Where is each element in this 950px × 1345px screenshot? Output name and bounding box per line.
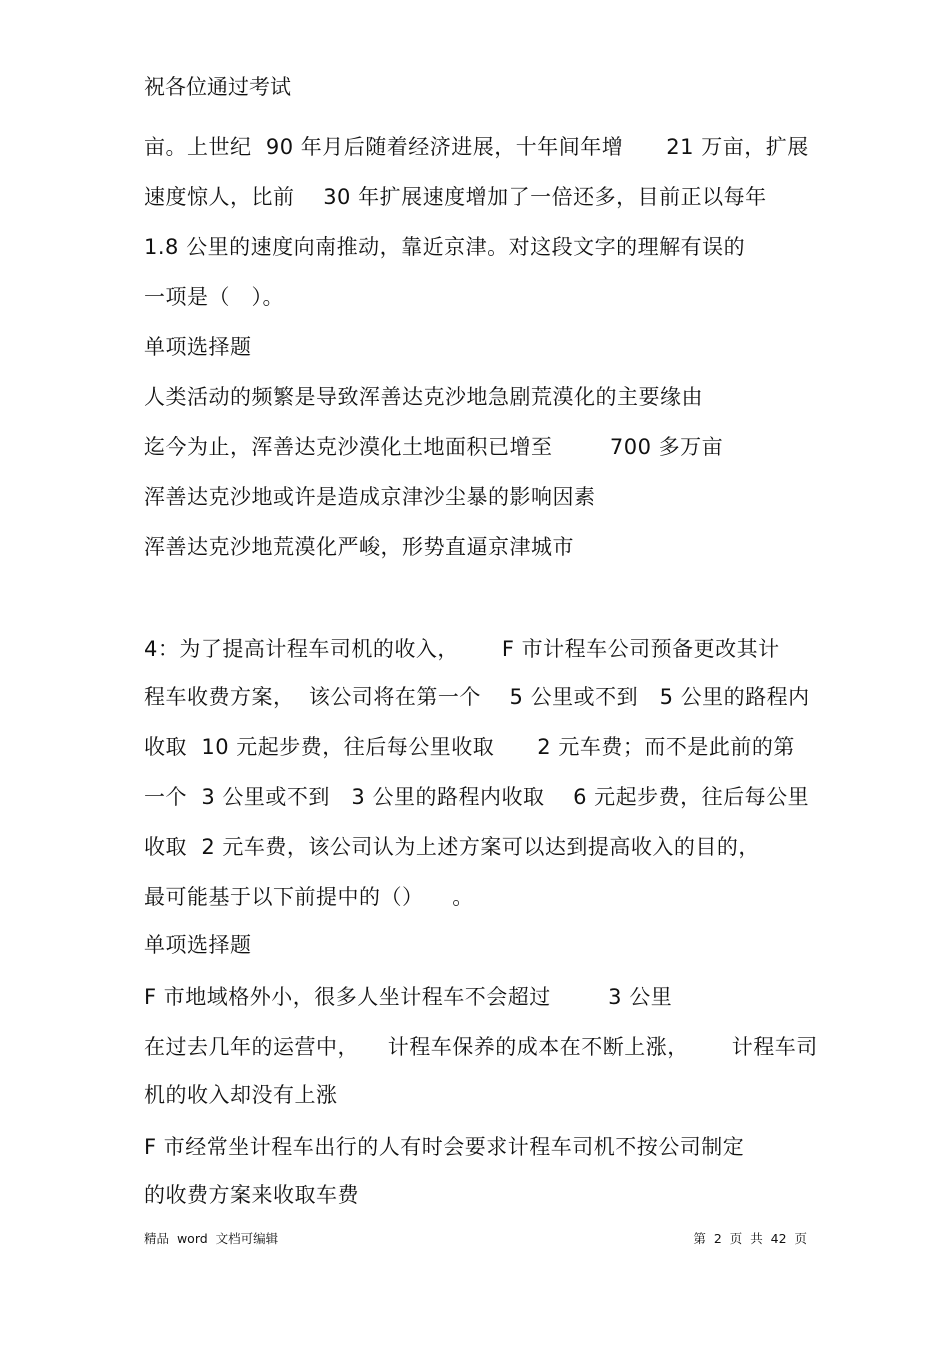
- paragraph-line: 收取 10 元起步费，往后每公里收取 2 元车费；而不是此前的第: [144, 735, 795, 759]
- paragraph-line: 一个 3 公里或不到 3 公里的路程内收取 6 元起步费，往后每公里: [144, 785, 810, 809]
- answer-option: F 市地域格外小，很多人坐计程车不会超过 3 公里: [144, 985, 673, 1009]
- question-stem-end: 一项是（ ）。: [144, 285, 285, 309]
- paragraph-line: 程车收费方案， 该公司将在第一个 5 公里或不到 5 公里的路程内: [144, 685, 810, 709]
- paragraph-line: 速度惊人，比前 30 年扩展速度增加了一倍还多，目前正以每年: [144, 185, 767, 209]
- paragraph-line: 1.8 公里的速度向南推动，靠近京津。对这段文字的理解有误的: [144, 235, 746, 259]
- answer-option: 浑善达克沙地荒漠化严峻，形势直逼京津城市: [144, 535, 574, 559]
- answer-option: F 市经常坐计程车出行的人有时会要求计程车司机不按公司制定: [144, 1135, 745, 1159]
- page-number: 第 2 页 共 42 页: [693, 1231, 807, 1246]
- question-4-stem: 4：为了提高计程车司机的收入， F 市计程车公司预备更改其计: [144, 637, 780, 661]
- footer-note: 精品 word 文档可编辑: [144, 1231, 279, 1246]
- question-type-label: 单项选择题: [144, 933, 252, 957]
- answer-option-continued: 机的收入却没有上涨: [144, 1083, 338, 1107]
- paragraph-line: 亩。上世纪 90 年月后随着经济进展，十年间年增 21 万亩，扩展: [144, 135, 809, 159]
- answer-option-continued: 的收费方案来收取车费: [144, 1183, 359, 1207]
- paragraph-line: 收取 2 元车费，该公司认为上述方案可以达到提高收入的目的，: [144, 835, 760, 859]
- question-type-label: 单项选择题: [144, 335, 252, 359]
- answer-option: 在过去几年的运营中， 计程车保养的成本在不断上涨， 计程车司: [144, 1035, 818, 1059]
- answer-option: 浑善达克沙地或许是造成京津沙尘暴的影响因素: [144, 485, 596, 509]
- question-stem-end: 最可能基于以下前提中的（） 。: [144, 885, 474, 909]
- page-header-title: 祝各位通过考试: [144, 75, 291, 99]
- answer-option: 人类活动的频繁是导致浑善达克沙地急剧荒漠化的主要缘由: [144, 385, 703, 409]
- answer-option: 迄今为止，浑善达克沙漠化土地面积已增至 700 多万亩: [144, 435, 724, 459]
